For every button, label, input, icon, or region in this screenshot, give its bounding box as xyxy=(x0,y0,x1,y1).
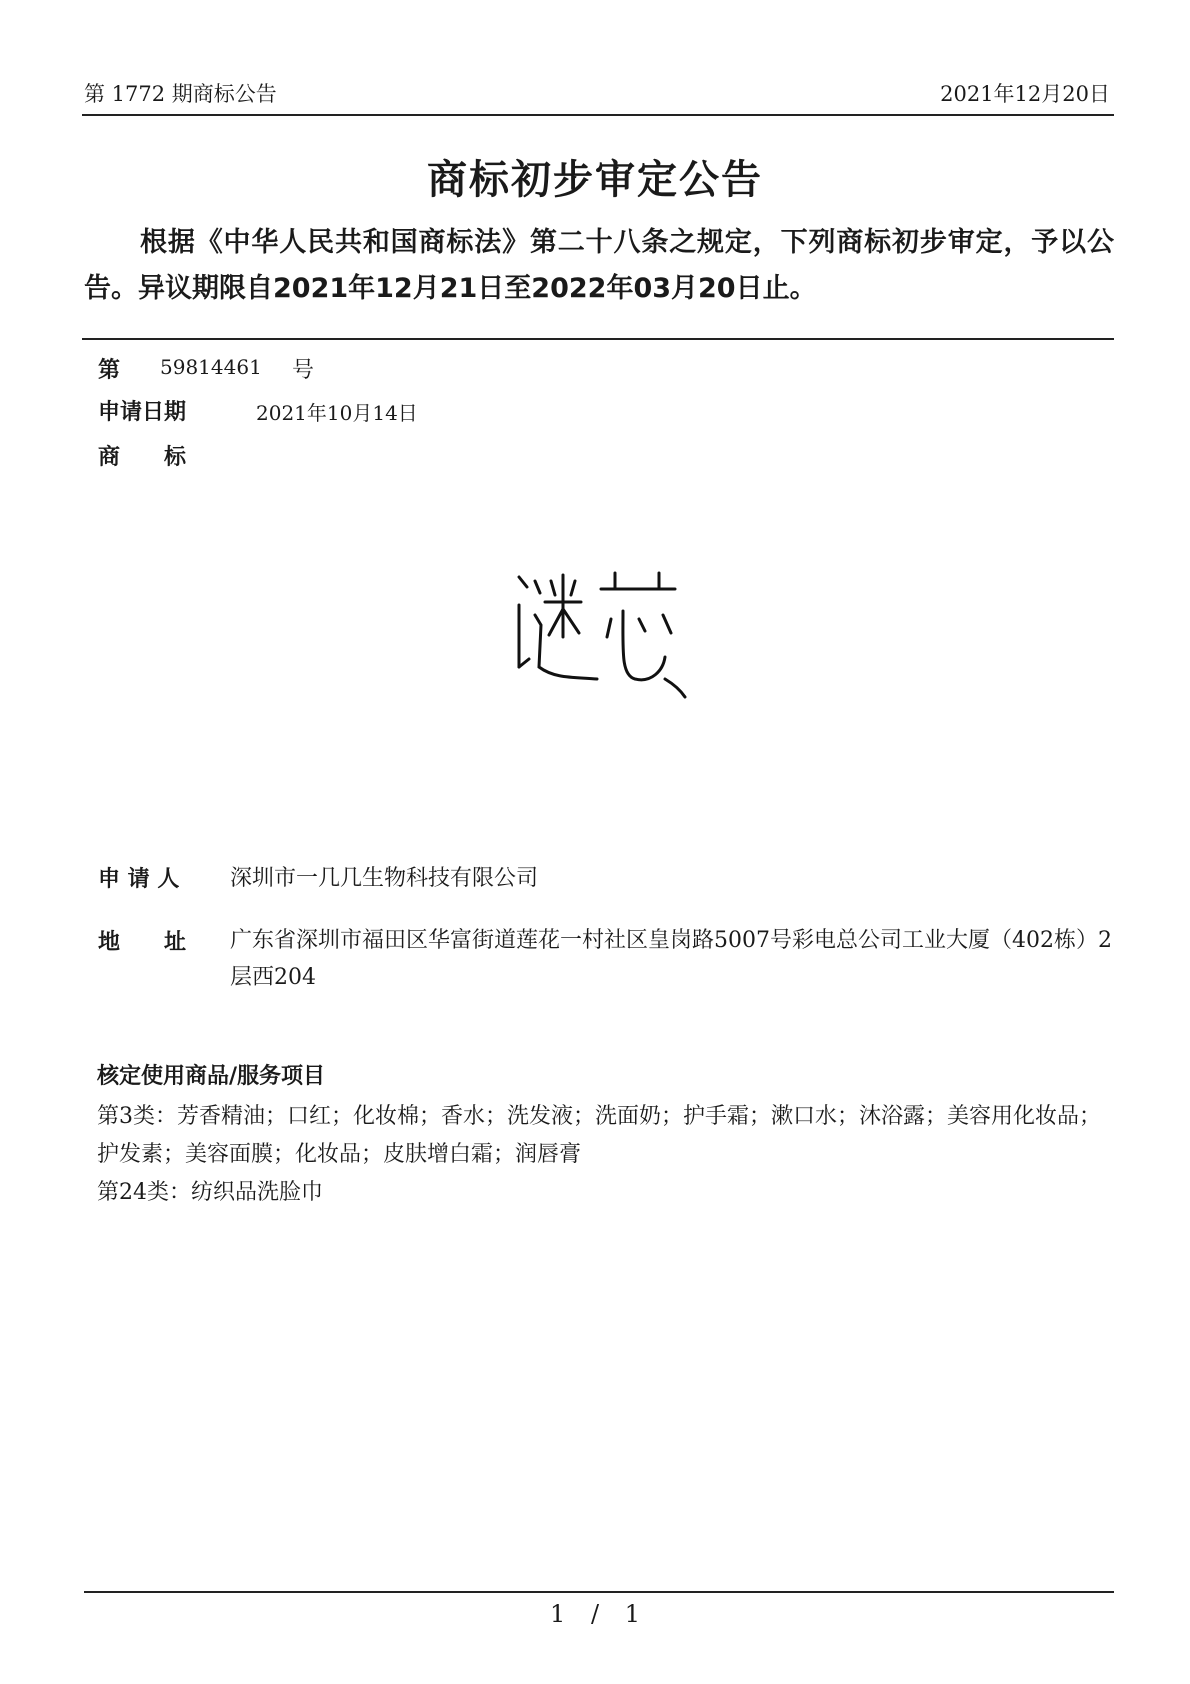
number-prefix: 第 xyxy=(98,358,121,383)
trademark-mark xyxy=(515,567,715,706)
page-title: 商标初步审定公告 xyxy=(427,157,763,203)
applicant-name: 深圳市一几几生物科技有限公司 xyxy=(230,866,539,891)
trademark-text xyxy=(715,567,716,568)
address-label: 地 址 xyxy=(98,930,187,955)
issue-date: 2021年12月20日 xyxy=(940,82,1110,106)
page-separator: / xyxy=(590,1600,600,1628)
header-divider xyxy=(82,114,1114,116)
trademark-logo-svg xyxy=(515,567,715,702)
page-current: 1 xyxy=(550,1600,566,1628)
issue-label: 第 1772 期商标公告 xyxy=(84,82,277,106)
page-indicator xyxy=(0,1600,1190,1628)
footer-divider xyxy=(84,1591,1114,1593)
page-total: 1 xyxy=(624,1600,640,1628)
goods-services-title: 核定使用商品/服务项目 xyxy=(97,1064,326,1089)
filing-date: 2021年10月14日 xyxy=(256,401,418,425)
filing-date-label: 申请日期 xyxy=(98,400,187,425)
section-divider xyxy=(82,338,1114,340)
goods-class-24: 第24类：纺织品洗脸巾 xyxy=(97,1180,323,1205)
intro-paragraph: 根据《中华人民共和国商标法》第二十八条之规定，下列商标初步审定，予以公告。异议期限自2021年12月21日至2022年03月20日止。 xyxy=(84,227,1114,304)
applicant-label: 申 请 人 xyxy=(98,867,180,892)
registration-number: 59814461 xyxy=(160,355,262,379)
number-suffix: 号 xyxy=(292,358,315,383)
address-value: 广东省深圳市福田区华富街道莲花一村社区皇岗路5007号彩电总公司工业大厦（402栋）2层西204 xyxy=(230,928,1112,990)
goods-class-3: 第3类：芳香精油；口红；化妆棉；香水；洗发液；洗面奶；护手霜；漱口水；沐浴露；美容用化妆品；护发素；美容面膜；化妆品；皮肤增白霜；润唇膏 xyxy=(97,1104,1102,1167)
mark-label: 商 标 xyxy=(98,445,187,470)
